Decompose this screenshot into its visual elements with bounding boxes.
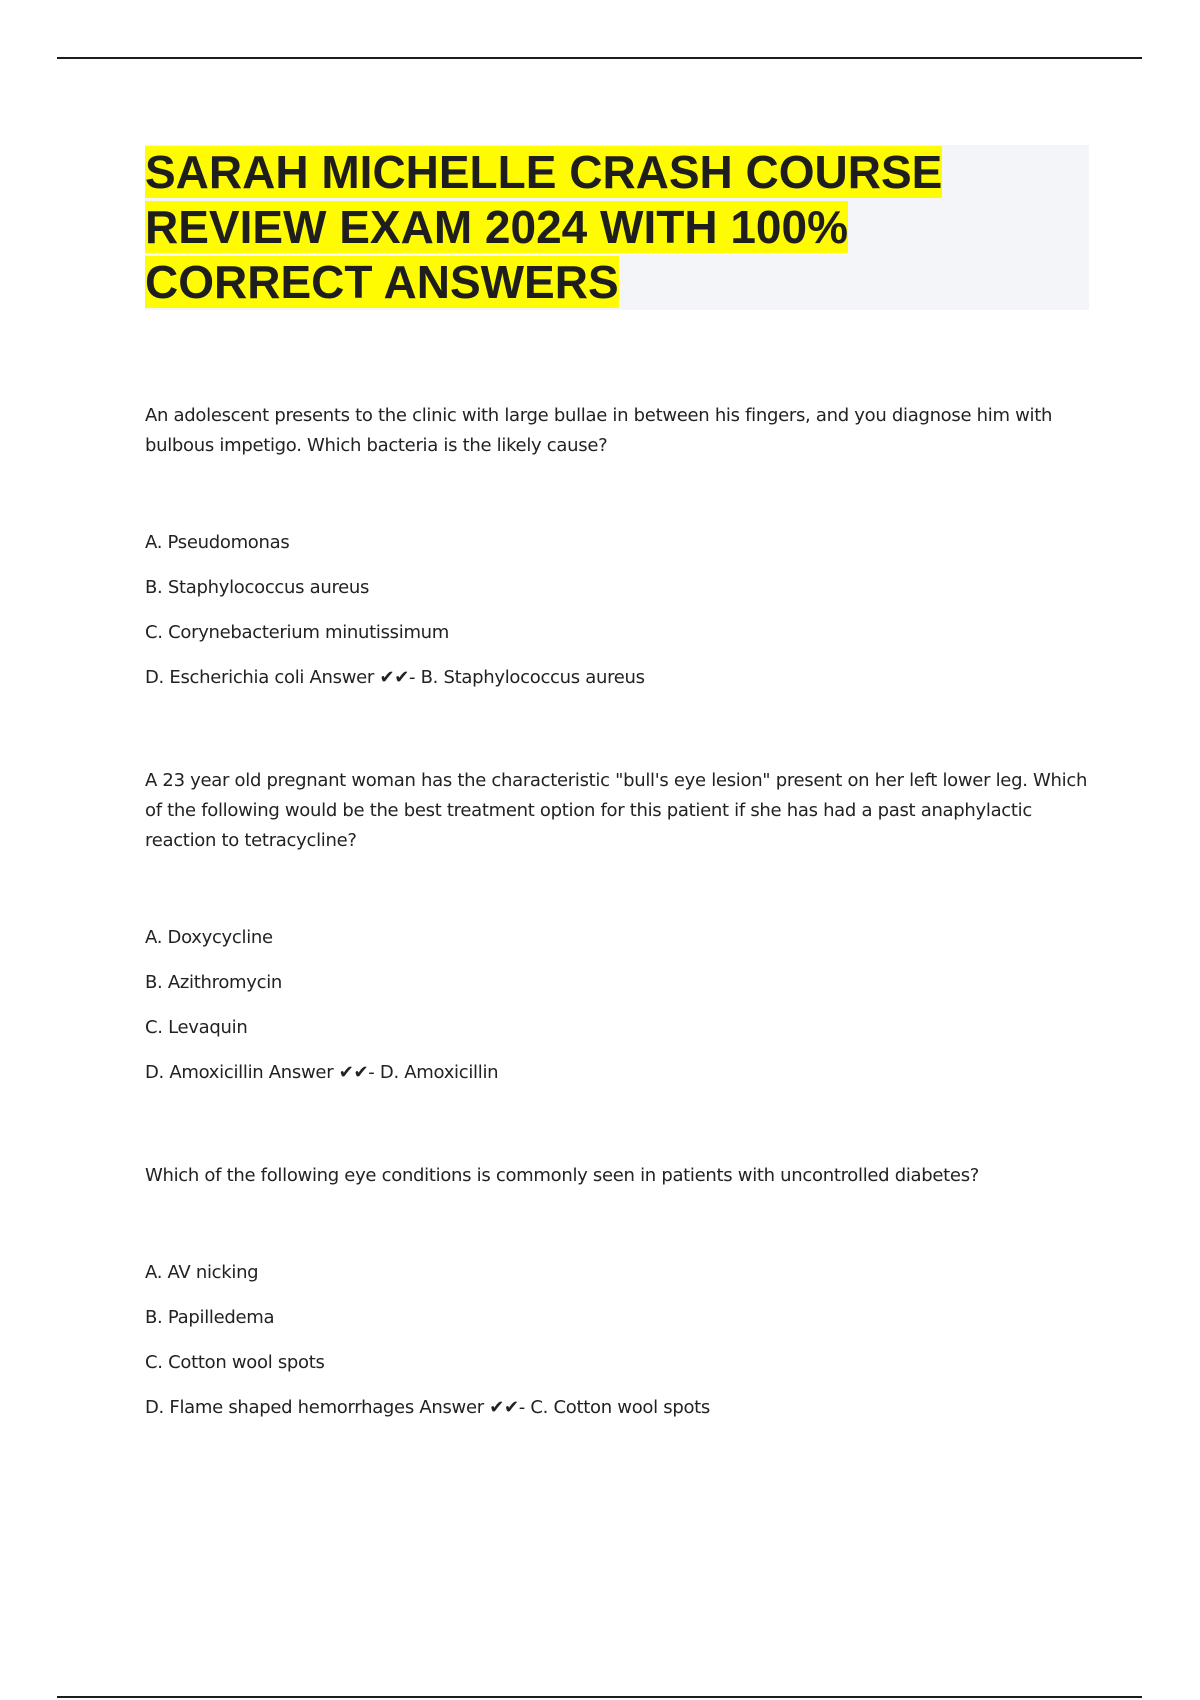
question-item (145, 1161, 1089, 1423)
answer-option: C. Cotton wool spots (145, 1352, 325, 1373)
answer-option-with-answer: D. Amoxicillin Answer ✔✔- D. Amoxicillin (145, 1062, 499, 1083)
answer-option: A. Pseudomonas (145, 532, 290, 553)
answer-option: B. Azithromycin (145, 972, 283, 993)
question-item (145, 766, 1089, 1088)
question-text: An adolescent presents to the clinic with large bullae in between his fingers, and you diagnose him with bulbous impetigo. Which bacteria is the likely cause? (145, 405, 1053, 456)
question-item (145, 401, 1089, 693)
answer-option: B. Staphylococcus aureus (145, 577, 370, 598)
document-page (145, 145, 1089, 1496)
answer-option: C. Levaquin (145, 1017, 248, 1038)
header-rule (57, 57, 1142, 59)
answer-option: C. Corynebacterium minutissimum (145, 622, 450, 643)
footer-rule (57, 1696, 1142, 1698)
answer-option: B. Papilledema (145, 1307, 275, 1328)
answer-option: A. AV nicking (145, 1262, 259, 1283)
answer-option-with-answer: D. Escherichia coli Answer ✔✔- B. Staphylococcus aureus (145, 667, 645, 688)
title-block (145, 145, 1089, 310)
question-text: Which of the following eye conditions is commonly seen in patients with uncontrolled diabetes? (145, 1165, 980, 1186)
title-highlight: SARAH MICHELLE CRASH COURSE REVIEW EXAM 2024 WITH 100% CORRECT ANSWERS (145, 146, 943, 308)
answer-option: A. Doxycycline (145, 927, 273, 948)
document-title (145, 145, 1005, 310)
answer-option-with-answer: D. Flame shaped hemorrhages Answer ✔✔- C. Cotton wool spots (145, 1397, 710, 1418)
question-list (145, 401, 1089, 1423)
question-text: A 23 year old pregnant woman has the characteristic "bull's eye lesion" present on her left lower leg. Which of the following would be the best treatment option for this patient if she has had a past anaphylactic reaction to tetracycline? (145, 770, 1088, 851)
